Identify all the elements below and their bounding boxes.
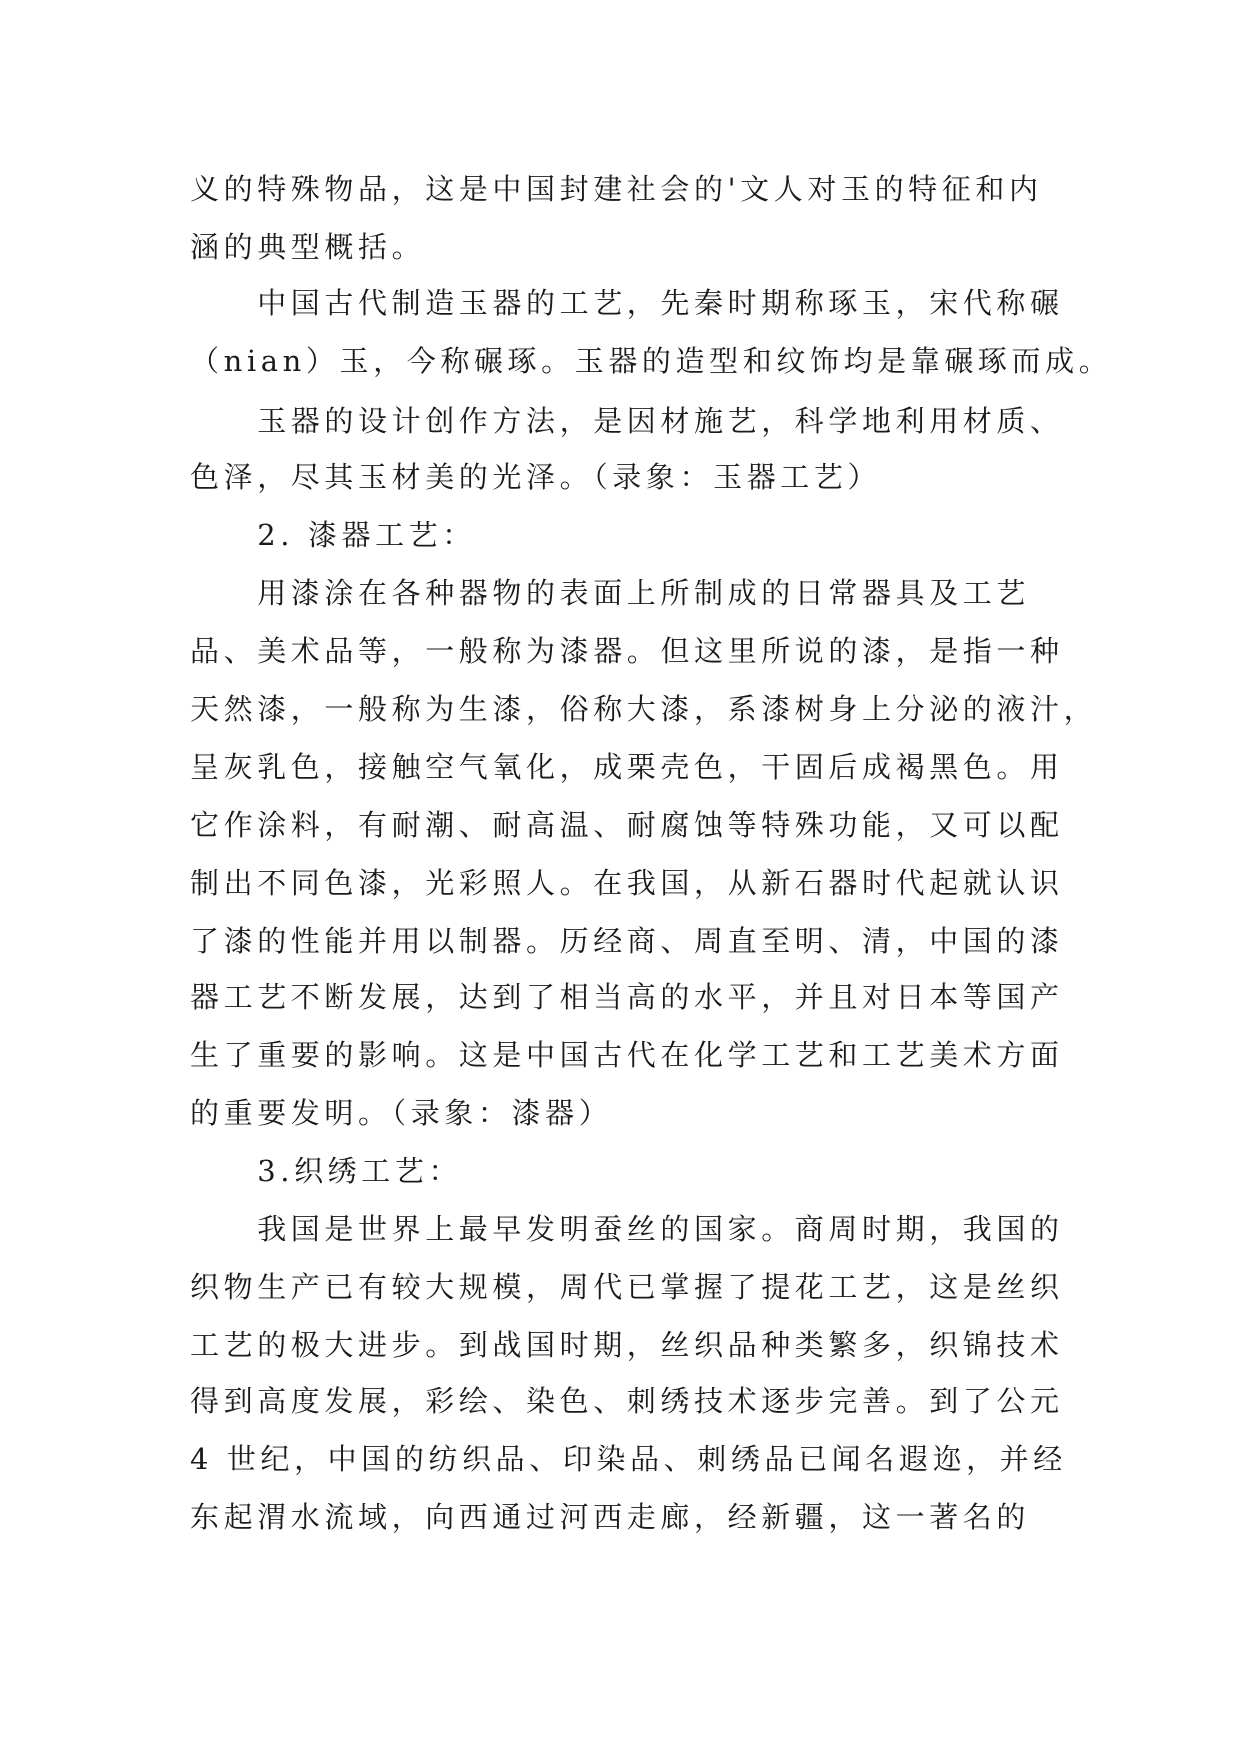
- text-line: 天然漆，一般称为生漆，俗称大漆，系漆树身上分泌的液汁，: [190, 692, 1098, 726]
- text-line: 织物生产已有较大规模，周代已掌握了提花工艺，这是丝织: [190, 1270, 1064, 1304]
- text-line: 我国是世界上最早发明蚕丝的国家。商周时期，我国的: [190, 1212, 1064, 1246]
- text-line: 它作涂料，有耐潮、耐高温、耐腐蚀等特殊功能，又可以配: [190, 808, 1064, 842]
- text-line: 4 世纪，中国的纺织品、印染品、刺绣品已闻名遐迩，并经: [190, 1442, 1067, 1476]
- text-line: 涵的典型概括。: [190, 230, 426, 264]
- text-line: 义的特殊物品，这是中国封建社会的'文人对玉的特征和内: [190, 172, 1043, 206]
- text-line: 色泽，尽其玉材美的光泽。（录象：玉器工艺）: [190, 460, 882, 494]
- text-line: 器工艺不断发展，达到了相当高的水平，并且对日本等国产: [190, 980, 1064, 1014]
- text-line: 生了重要的影响。这是中国古代在化学工艺和工艺美术方面: [190, 1038, 1064, 1072]
- section-heading-embroidery: 3.织绣工艺：: [190, 1154, 463, 1188]
- text-line: 工艺的极大进步。到战国时期，丝织品种类繁多，织锦技术: [190, 1328, 1064, 1362]
- section-heading-lacquer: 2. 漆器工艺：: [190, 518, 476, 552]
- text-line: 的重要发明。（录象：漆器）: [190, 1096, 613, 1130]
- text-line: 品、美术品等，一般称为漆器。但这里所说的漆，是指一种: [190, 634, 1064, 668]
- text-line: 呈灰乳色，接触空气氧化，成栗壳色，干固后成褐黑色。用: [190, 750, 1064, 784]
- text-line: 玉器的设计创作方法，是因材施艺，科学地利用材质、: [190, 404, 1064, 438]
- text-line: 制出不同色漆，光彩照人。在我国，从新石器时代起就认识: [190, 866, 1064, 900]
- text-line: 用漆涂在各种器物的表面上所制成的日常器具及工艺: [190, 576, 1031, 610]
- text-line: （nian）玉，今称碾琢。玉器的造型和纹饰均是靠碾琢而成。: [190, 344, 1113, 378]
- text-line: 东起渭水流域，向西通过河西走廊，经新疆，这一著名的: [190, 1500, 1031, 1534]
- text-line: 中国古代制造玉器的工艺，先秦时期称琢玉，宋代称碾: [190, 286, 1064, 320]
- text-line: 了漆的性能并用以制器。历经商、周直至明、清，中国的漆: [190, 924, 1064, 958]
- text-line: 得到高度发展，彩绘、染色、刺绣技术逐步完善。到了公元: [190, 1384, 1064, 1418]
